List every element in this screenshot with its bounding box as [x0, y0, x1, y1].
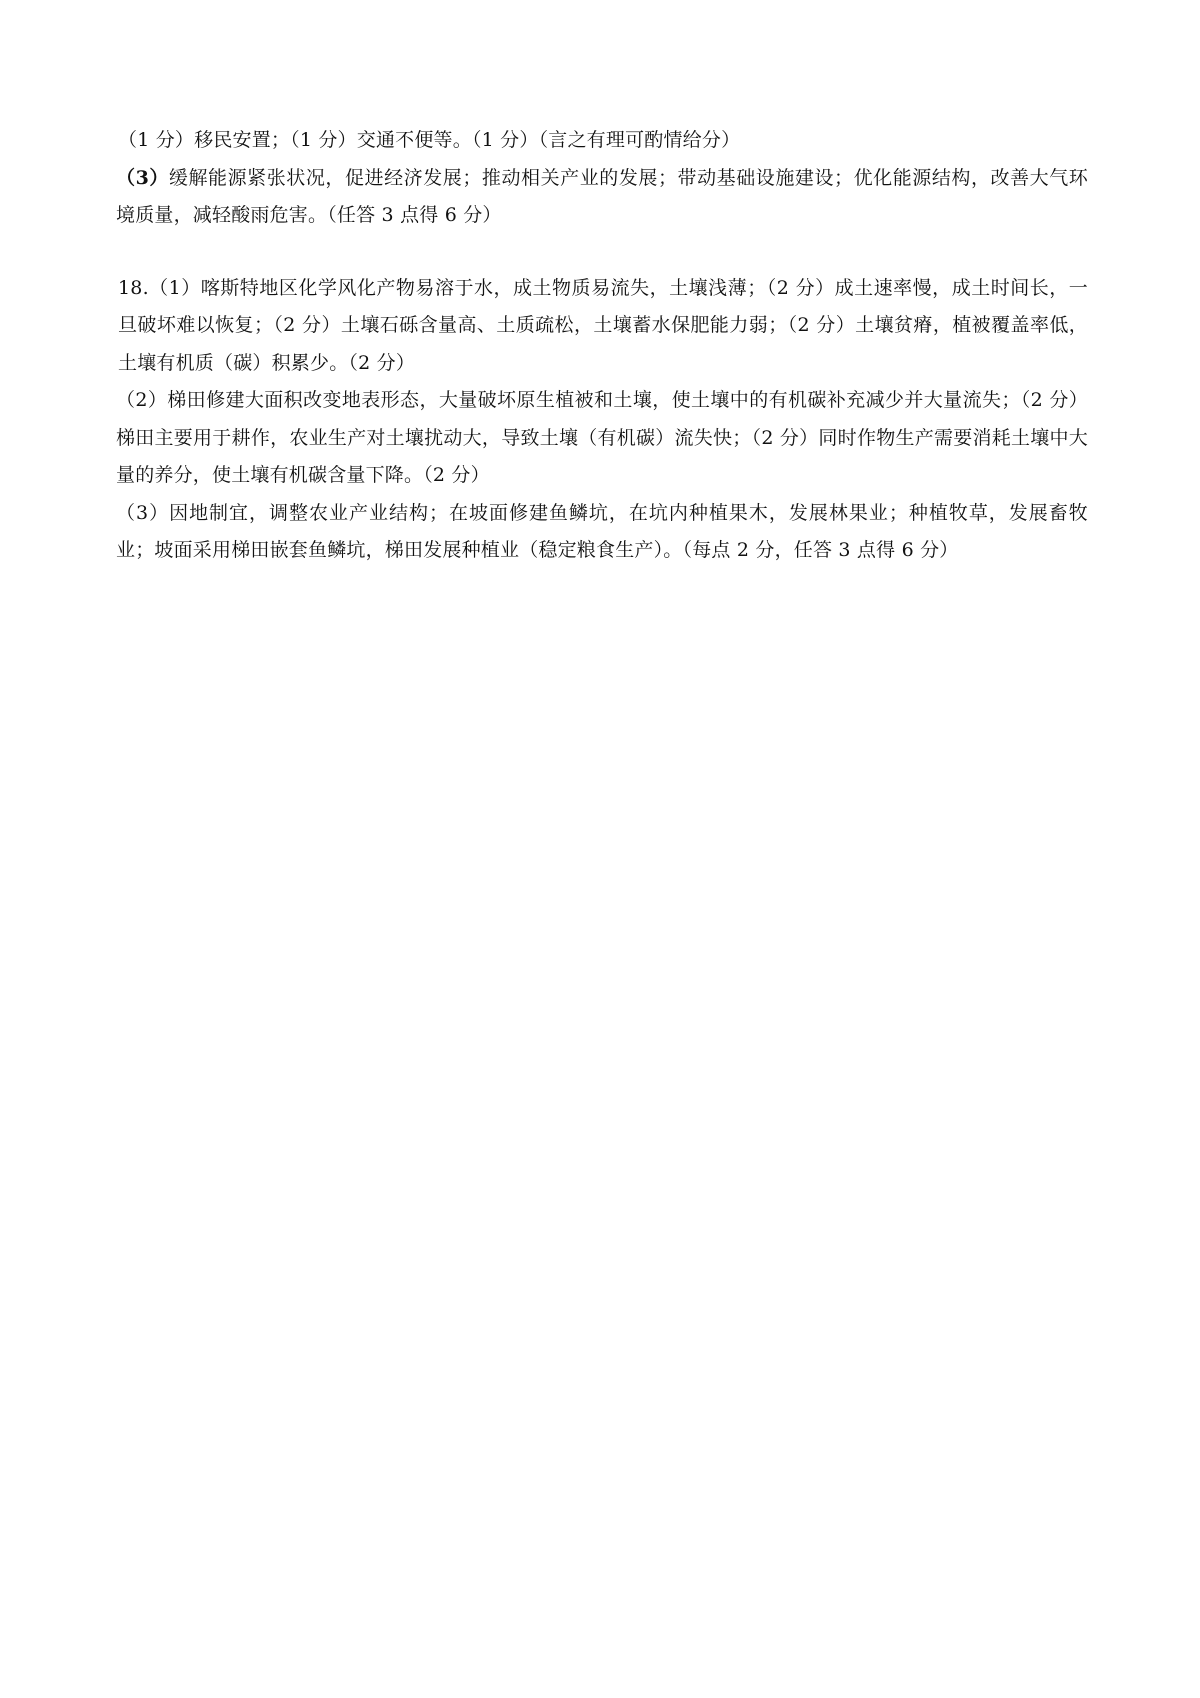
answer-paragraph-q17-3 — [116, 160, 1088, 235]
answer-paragraph-q17-2-continued: （1 分）移民安置；（1 分）交通不便等。（1 分）（言之有理可酌情给分） — [118, 129, 741, 151]
answer-paragraph-q18-1: 18.（1）喀斯特地区化学风化产物易溶于水，成土物质易流失，土壤浅薄；（2 分）成土速率慢，成土时间长，一旦破坏难以恢复；（2 分）土壤石砾含量高、土质疏松，土壤蓄水保肥能力弱；（2 分）土壤贫瘠，植被覆盖率低，土壤有机质（碳）积累少。（2 分） — [118, 276, 1088, 374]
answer-text: 缓解能源紧张状况，促进经济发展；推动相关产业的发展；带动基础设施建设；优化能源结构，改善大气环境质量，减轻酸雨危害。（任答 3 点得 6 分） — [116, 166, 1089, 226]
answer-paragraph-q18-3: （3）因地制宜，调整农业产业结构；在坡面修建鱼鳞坑，在坑内种植果木，发展林果业；种植牧草，发展畜牧业；坡面采用梯田嵌套鱼鳞坑，梯田发展种植业（稳定粮食生产）。（每点 2 分，任答 3 点得 6 分） — [116, 501, 1088, 561]
question-label: （3） — [116, 166, 169, 189]
answer-paragraph-q18-2: （2）梯田修建大面积改变地表形态，大量破坏原生植被和土壤，使土壤中的有机碳补充减少并大量流失；（2 分）梯田主要用于耕作，农业生产对土壤扰动大，导致土壤（有机碳）流失快；（2 分）同时作物生产需要消耗土壤中大量的养分，使土壤有机碳含量下降。（2 分） — [116, 389, 1088, 486]
answer-content — [118, 122, 1088, 570]
section-gap — [118, 235, 1088, 270]
